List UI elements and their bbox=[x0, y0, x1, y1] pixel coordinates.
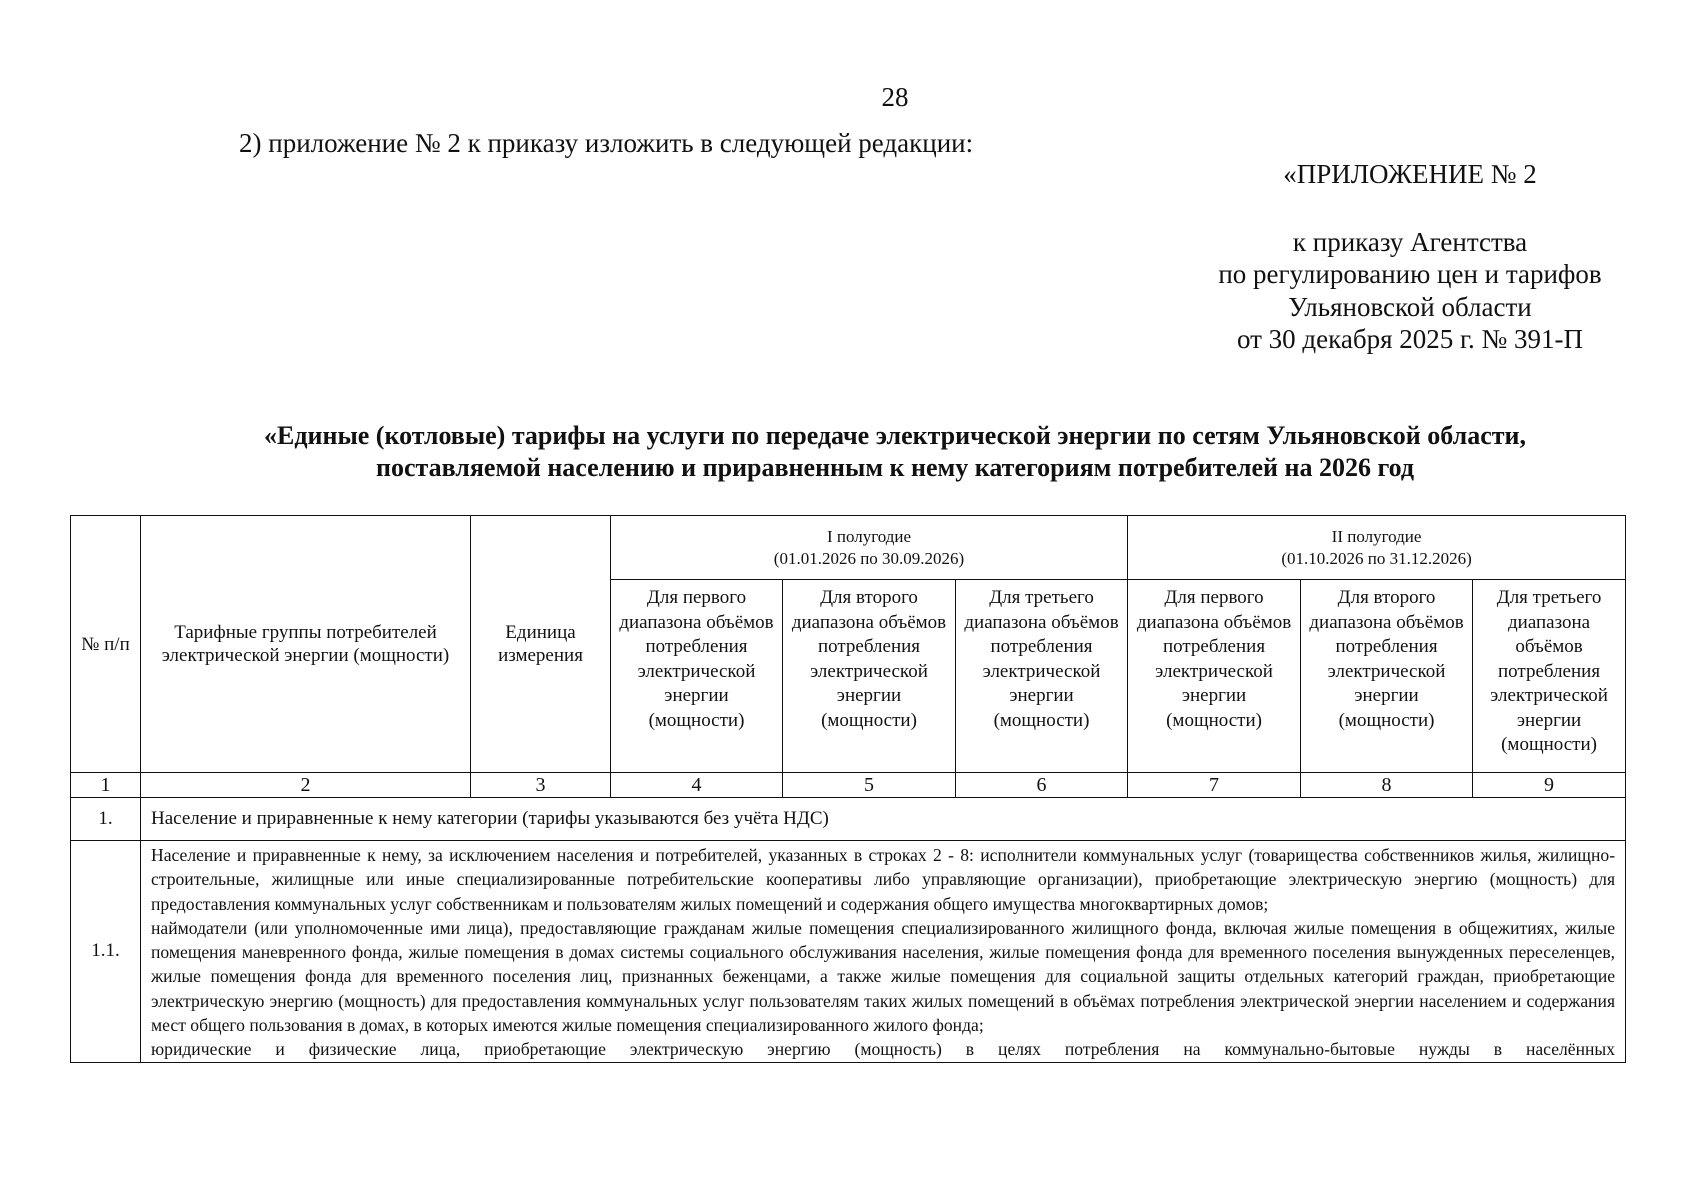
row-category-text bbox=[141, 841, 1626, 1063]
header-tariff-group bbox=[141, 516, 471, 773]
column-number-1: 1 bbox=[71, 773, 141, 798]
document-title bbox=[0, 420, 1688, 484]
appendix-header bbox=[1180, 158, 1640, 356]
row-paragraph-1: Население и приравненные к нему, за исключением населения и потребителей, указанных в строках 2 - 8: исполнители коммунальных услуг (товарищества собственников жилья, жилищно-строительные, жилищные или иные специализированные потребительские кооперативы либо управляющие организации), приобретающие электрическую энергию (мощность) для предоставления коммунальных услуг собственникам и пользователям жилых помещений и содержания общего имущества многоквартирных домов; bbox=[151, 845, 1616, 914]
column-number-row bbox=[71, 773, 1626, 798]
appendix-line-regulation: по регулированию цен и тарифов bbox=[1218, 259, 1602, 289]
column-number-4: 4 bbox=[611, 773, 783, 798]
amendment-intro: 2) приложение № 2 к приказу изложить в следующей редакции: bbox=[239, 128, 974, 158]
column-number-9: 9 bbox=[1473, 773, 1626, 798]
header-half-2 bbox=[1128, 516, 1626, 580]
column-number-8: 8 bbox=[1301, 773, 1473, 798]
header-h1-range-first: Для первого диапазона объёмов потребления электрической энергии (мощности) bbox=[611, 580, 783, 773]
row-number: 1. bbox=[71, 798, 141, 841]
header-half-1-label: I полугодие bbox=[826, 526, 912, 546]
row-category-text: Население и приравненные к нему категории (тарифы указываются без учёта НДС) bbox=[141, 798, 1626, 841]
header-half-1-period: (01.01.2026 по 30.09.2026) bbox=[773, 548, 965, 568]
column-number-6: 6 bbox=[956, 773, 1128, 798]
tariff-table bbox=[70, 515, 1626, 1063]
header-h2-range-first: Для первого диапазона объёмов потребления электрической энергии (мощности) bbox=[1128, 580, 1301, 773]
page-number: 28 bbox=[881, 82, 909, 112]
appendix-line-region: Ульяновской области bbox=[1288, 291, 1532, 322]
header-h1-range-third: Для третьего диапазона объёмов потребления электрической энергии (мощности) bbox=[956, 580, 1128, 773]
document-title-line-1: «Единые (котловые) тарифы на услуги по передаче электрической энергии по сетям Ульяновской области, bbox=[263, 421, 1526, 450]
header-half-2-period: (01.10.2026 по 31.12.2026) bbox=[1281, 548, 1472, 568]
header-half-1 bbox=[611, 516, 1128, 580]
header-h2-range-second: Для второго диапазона объёмов потребления электрической энергии (мощности) bbox=[1301, 580, 1473, 773]
header-number: № п/п bbox=[71, 516, 141, 773]
appendix-line-date: от 30 декабря 2025 г. № 391-П bbox=[1236, 324, 1584, 354]
document-title-line-2: поставляемой населению и приравненным к нему категориям потребителей на 2026 год bbox=[375, 453, 1415, 482]
appendix-title: «ПРИЛОЖЕНИЕ № 2 bbox=[1283, 159, 1537, 189]
table-row bbox=[71, 798, 1626, 841]
table-row bbox=[71, 841, 1626, 1063]
column-number-7: 7 bbox=[1128, 773, 1301, 798]
header-tariff-group-label: Тарифные группы потребителей электрической энергии (мощности) bbox=[161, 622, 450, 666]
header-unit bbox=[471, 516, 611, 773]
appendix-line-agency: к приказу Агентства bbox=[1292, 226, 1528, 257]
column-number-5: 5 bbox=[783, 773, 956, 798]
header-half-2-label: II полугодие bbox=[1331, 526, 1422, 546]
row-number: 1.1. bbox=[71, 841, 141, 1063]
header-unit-label: Единица измерения bbox=[498, 622, 583, 666]
column-number-2: 2 bbox=[141, 773, 471, 798]
header-h1-range-second: Для второго диапазона объёмов потребления электрической энергии (мощности) bbox=[783, 580, 956, 773]
column-number-3: 3 bbox=[471, 773, 611, 798]
row-paragraph-2: наймодатели (или уполномоченные ими лица), предоставляющие гражданам жилые помещения специализированного жилищного фонда, включая жилые помещения в общежитиях, жилые помещения маневренного фонда, жилые помещения в домах системы социального обслуживания населения, жилые помещения фонда для временного поселения вынужденных переселенцев, жилые помещения фонда для временного поселения лиц, признанных беженцами, а также жилые помещения для социальной защиты отдельных категорий граждан, приобретающие электрическую энергию (мощность) для предоставления коммунальных услуг пользователям таких жилых помещений в объёмах потребления электрической энергии населением и содержания мест общего пользования в домах, в которых имеются жилые помещения специализированного жилого фонда; bbox=[151, 917, 1616, 1036]
row-paragraph-3: юридические и физические лица, приобретающие электрическую энергию (мощность) в целях потребления на коммунально-бытовые нужды в населённых bbox=[151, 1039, 1616, 1060]
header-h2-range-third: Для третьего диапазона объёмов потребления электрической энергии (мощности) bbox=[1473, 580, 1626, 773]
